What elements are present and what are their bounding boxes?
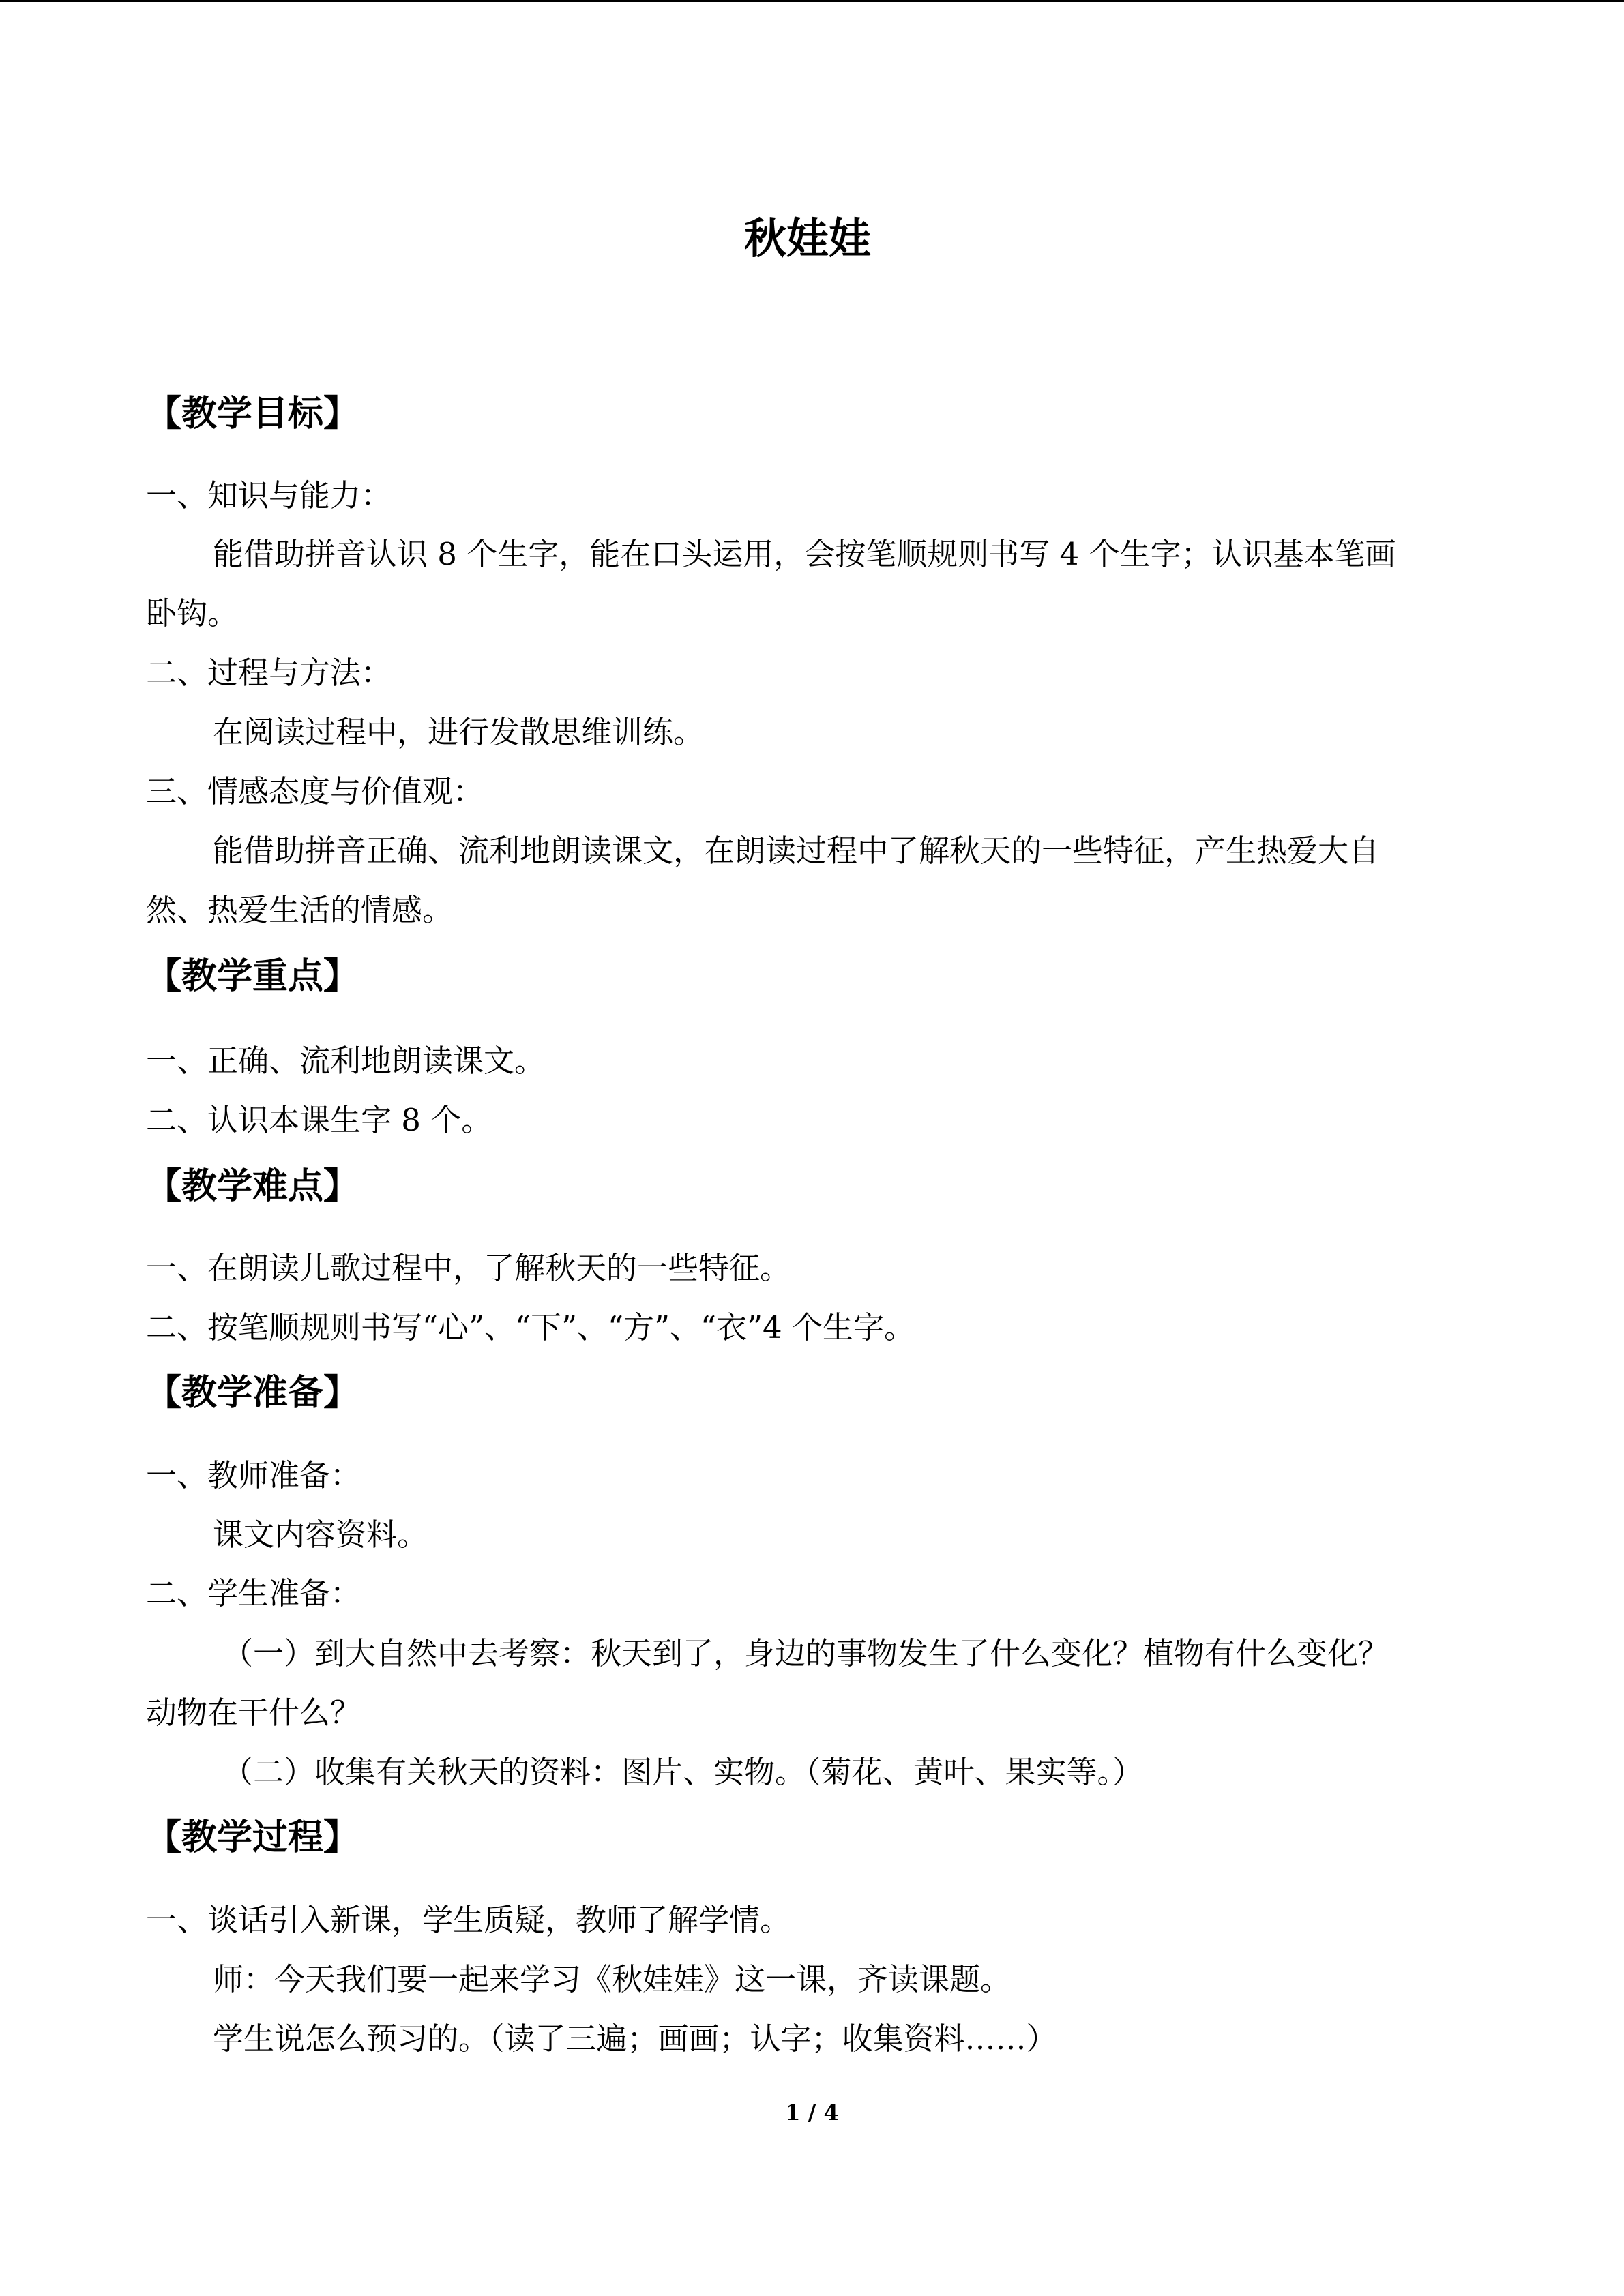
objectives-item2-text: 在阅读过程中，进行发散思维训练。: [213, 714, 705, 750]
process-step1-text2: 学生说怎么预习的。（读了三遍；画画；认字；收集资料……）: [213, 2021, 1057, 2057]
top-border-line: [0, 0, 1624, 2]
section-heading-process: 【教学过程】: [146, 1817, 359, 1858]
objectives-item2-label: 二、过程与方法：: [146, 655, 392, 691]
preparation-student-item1-cont: 动物在干什么？: [146, 1695, 361, 1731]
key-points-item1: 一、正确、流利地朗读课文。: [146, 1043, 546, 1079]
difficulties-item1: 一、在朗读儿歌过程中，了解秋天的一些特征。: [146, 1250, 791, 1286]
key-points-item2: 二、认识本课生字 8 个。: [146, 1102, 492, 1138]
difficulties-item2: 二、按笔顺规则书写“心”、“下”、“方”、“衣”4 个生字。: [146, 1309, 915, 1345]
section-heading-preparation: 【教学准备】: [146, 1372, 359, 1414]
section-heading-objectives: 【教学目标】: [146, 393, 359, 434]
process-step1-text1: 师：今天我们要一起来学习《秋娃娃》这一课，齐读课题。: [213, 1961, 1012, 1997]
page-number: 1 / 4: [785, 2100, 839, 2126]
section-heading-key-points: 【教学重点】: [146, 955, 359, 997]
process-step1-label: 一、谈话引入新课，学生质疑，教师了解学情。: [146, 1902, 791, 1938]
objectives-item1-text: 能借助拼音认识 8 个生字，能在口头运用，会按笔顺规则书写 4 个生字；认识基本笔画: [213, 536, 1396, 572]
preparation-teacher-label: 一、教师准备：: [146, 1457, 361, 1493]
section-heading-difficulties: 【教学难点】: [146, 1165, 359, 1207]
objectives-item3-text: 能借助拼音正确、流利地朗读课文，在朗读过程中了解秋天的一些特征，产生热爱大自: [213, 833, 1380, 869]
preparation-teacher-text: 课文内容资料。: [213, 1517, 428, 1553]
preparation-student-item2: （二）收集有关秋天的资料：图片、实物。（菊花、黄叶、果实等。）: [222, 1754, 1144, 1790]
objectives-item3-text-cont: 然、热爱生活的情感。: [146, 892, 454, 928]
objectives-item1-label: 一、知识与能力：: [146, 477, 392, 513]
objectives-item3-label: 三、情感态度与价值观：: [146, 773, 484, 809]
objectives-item1-text-cont: 卧钩。: [146, 595, 239, 631]
document-title: 秋娃娃: [743, 213, 871, 263]
preparation-student-label: 二、学生准备：: [146, 1575, 361, 1611]
preparation-student-item1: （一）到大自然中去考察：秋天到了，身边的事物发生了什么变化？植物有什么变化？: [222, 1635, 1389, 1671]
